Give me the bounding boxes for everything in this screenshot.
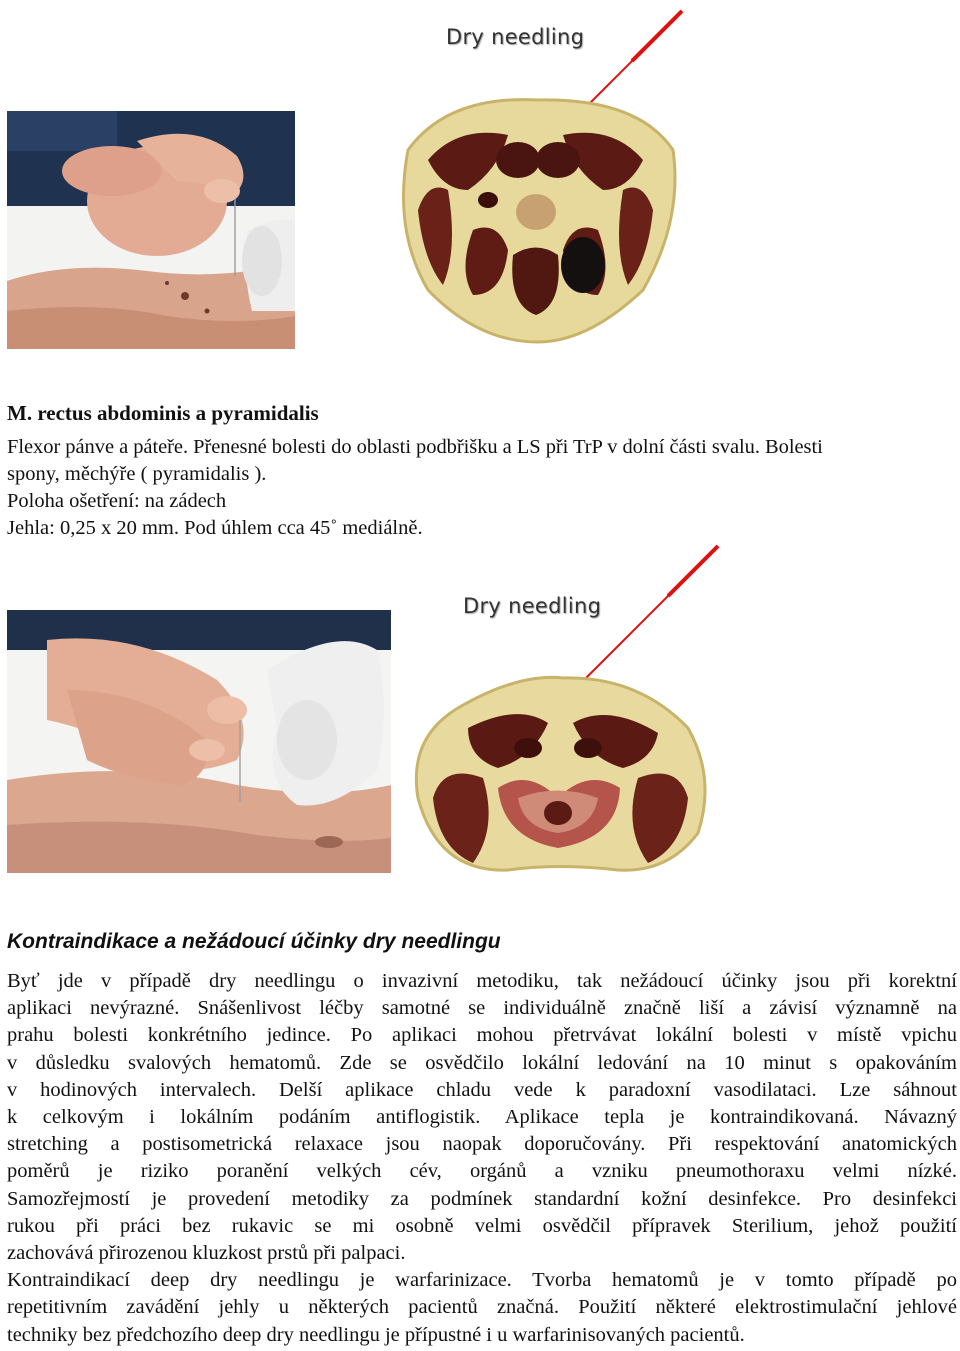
- section2-title: Kontraindikace a nežádoucí účinky dry needlingu: [7, 930, 501, 953]
- section1-title: M. rectus abdominis a pyramidalis: [7, 401, 319, 425]
- section2-row-14: techniky bez předchozího deep dry needlingu je přípustné i u warfarinisovaných pacientů.: [7, 1323, 745, 1346]
- section2-row-11: zachovává přirozenou kluzkost prstů při palpaci.: [7, 1242, 406, 1265]
- pelvis-cross-section-image: [398, 648, 720, 876]
- figure2-photo: [7, 610, 391, 873]
- section2-row-2: aplikaci nevýrazné. Snášenlivost léčby samotné se individuálně značně liší a závisí významně na: [7, 997, 957, 1020]
- figure1-scan: [388, 80, 683, 350]
- needle-insertion-photo: [7, 111, 295, 349]
- section2-row-6: k celkovým i lokálním podáním antiflogistik. Aplikace tepla je kontraindikovaná. Návazný: [7, 1106, 957, 1129]
- figure2-caption: Dry needling: [463, 594, 602, 618]
- section2-row-9: Samozřejmostí je provedení metodiky za podmínek standardní kožní desinfekce. Pro desinfekci: [7, 1187, 957, 1210]
- section2-paragraph: [7, 968, 957, 1349]
- figure1-photo: [7, 111, 295, 349]
- section2-row-3: prahu bolesti konkrétního jedince. Po aplikaci mohou přetrvávat lokální bolesti v místě vpichu: [7, 1024, 957, 1047]
- needle-insertion-navel-photo: [7, 610, 391, 873]
- section1-line-1: Flexor pánve a páteře. Přenesné bolesti do oblasti podbřišku a LS při TrP v dolní části svalu. Bolesti: [7, 436, 823, 458]
- section2-row-5: v hodinových intervalech. Delší aplikace chladu vede k paradoxní vasodilataci. Lze sáhnout: [7, 1078, 957, 1101]
- figure2-scan: [398, 648, 720, 876]
- figure1-caption: Dry needling: [446, 25, 585, 49]
- section2-row-12: Kontraindikací deep dry needlingu je warfarinizace. Tvorba hematomů je v tomto případě po: [7, 1269, 957, 1292]
- section1-line-4: Jehla: 0,25 x 20 mm. Pod úhlem cca 45˚ mediálně.: [7, 517, 423, 539]
- section2-row-10: rukou při práci bez rukavic se mi osobně velmi osvědčil přípravek Sterilium, jehož použití: [7, 1214, 957, 1237]
- section2-row-8: poměrů je riziko poranění velkých cév, orgánů a vzniku pneumothoraxu velmi nízké.: [7, 1160, 957, 1183]
- section1-line-3: Poloha ošetření: na zádech: [7, 490, 227, 512]
- section2-row-4: v důsledku svalových hematomů. Zde se osvědčilo lokální ledování na 10 minut s opakováním: [7, 1051, 957, 1074]
- section2-row-7: stretching a postisometrická relaxace jsou naopak doporučovány. Při respektování anatomických: [7, 1133, 957, 1156]
- section2-row-13: repetitivním zavádění jehly u některých pacientů značná. Použití některé elektrostimulační jehlové: [7, 1296, 957, 1319]
- abdomen-cross-section-image: [388, 80, 683, 350]
- section1-line-2: spony, měchýře ( pyramidalis ).: [7, 463, 267, 485]
- section2-row-1: Byť jde v případě dry needlingu o invazivní metodiku, tak nežádoucí účinky jsou při korektní: [7, 970, 957, 992]
